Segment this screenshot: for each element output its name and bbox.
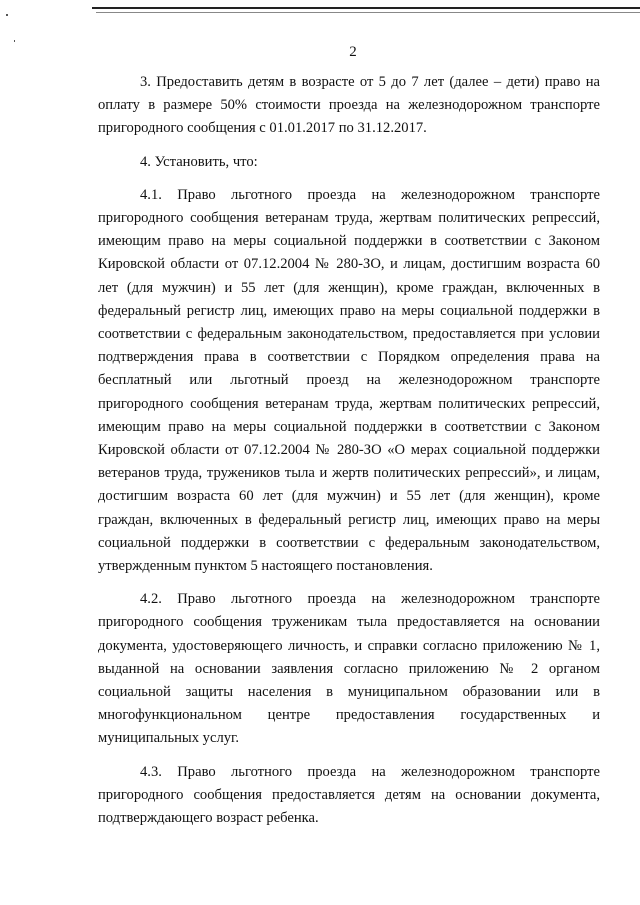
scan-artifact bbox=[14, 40, 15, 42]
top-border-line-secondary bbox=[96, 12, 640, 13]
paragraph-3: 3. Предоставить детям в возрасте от 5 до 7 лет (далее – дети) право на оплату в размере 50% стоимости проезда на железнодорожном транспорте пригородного сообщения с 01.01.2017 по 31.12.2017. bbox=[98, 74, 600, 137]
paragraph-4-2: 4.2. Право льготного проезда на железнодорожном транспорте пригородного сообщения труженикам тыла предоставляется на основании документа, удостоверяющего личность, и справки согласно приложению № 1, выданной на основании заявления согласно приложению № 2 органом социальной защиты населения в муниципальном образовании или в многофункциональном центре предоставления государственных и муниципальных услуг. bbox=[98, 591, 600, 747]
paragraph-4-1: 4.1. Право льготного проезда на железнодорожном транспорте пригородного сообщения ветеранам труда, жертвам политических репрессий, имеющим право на меры социальной поддержки в соответствии с Законом Кировской области от 07.12.2004 № 280-ЗО, и лицам, достигшим возраста 60 лет (для мужчин) и 55 лет (для женщин), кроме граждан, включенных в федеральный регистр лиц, имеющих право на меры социальной поддержки в соответствии с федеральным законодательством, предоставляется при условии подтверждения права в соответствии с Порядком определения права на бесплатный или льготный проезд на железнодорожном транспорте пригородного сообщения ветеранам труда, жертвам политических репрессий, имеющим право на меры социальной поддержки в соответствии с Законом Кировской области от 07.12.2004 № 280-ЗО «О мерах социальной поддержки ветеранов труда, тружеников тыла и жертв политических репрессий», и лицам, достигшим возраста 60 лет (для мужчин) и 55 лет (для женщин), кроме граждан, включенных в федеральный регистр лиц, имеющих право на меры социальной поддержки в соответствии с федеральным законодательством, утвержденным пунктом 5 настоящего постановления. bbox=[98, 186, 600, 575]
document-body bbox=[98, 71, 600, 832]
top-border-line bbox=[92, 7, 640, 9]
paragraph-4: 4. Установить, что: bbox=[140, 153, 258, 170]
scan-artifact bbox=[6, 14, 8, 16]
page-number: 2 bbox=[349, 44, 357, 60]
paragraph-4-3: 4.3. Право льготного проезда на железнодорожном транспорте пригородного сообщения предоставляется детям на основании документа, подтверждающего возраст ребенка. bbox=[98, 763, 600, 827]
